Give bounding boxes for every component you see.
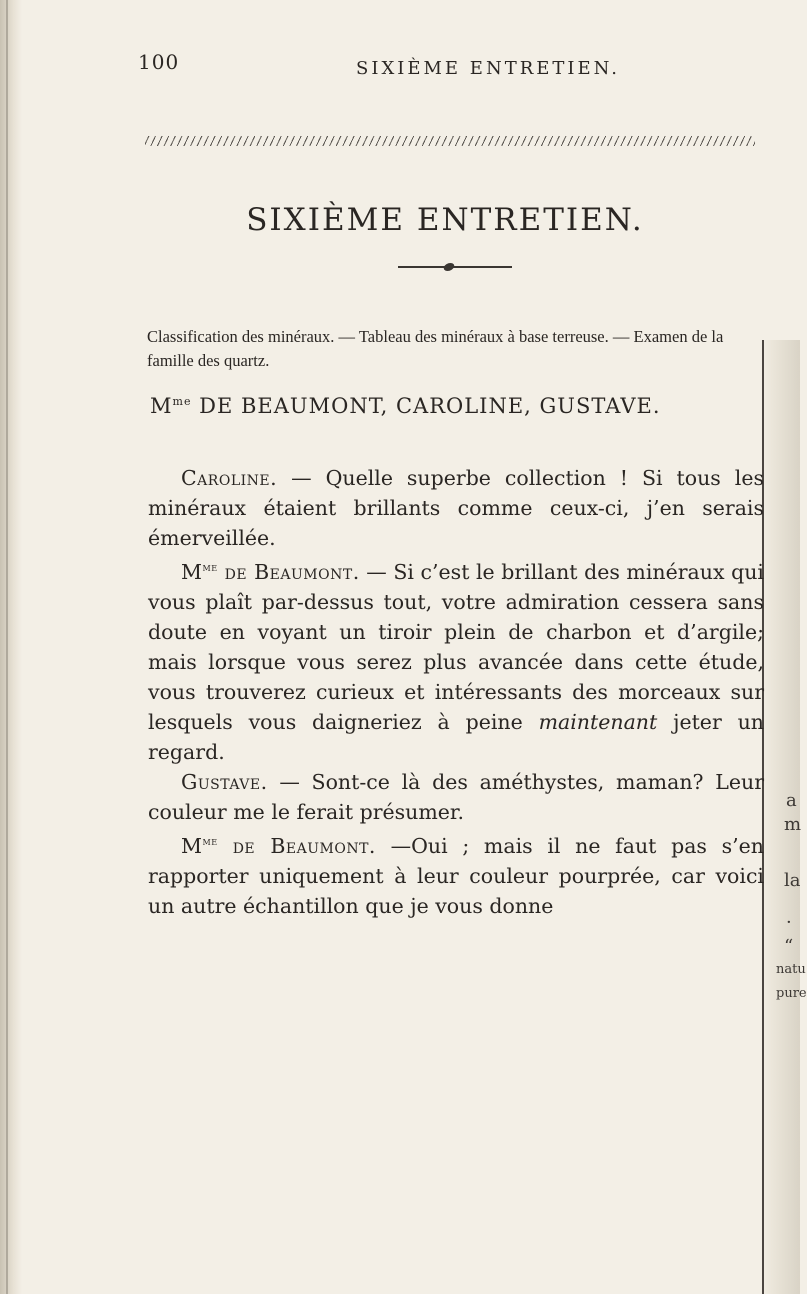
speaker-prefix: M (181, 559, 203, 584)
speaker-name (181, 834, 376, 858)
speaker-prefix-sup: me (202, 834, 218, 848)
bleed-text: natu (776, 962, 806, 977)
running-title: SIXIÈME ENTRETIEN. (356, 58, 620, 79)
title-rule-ornament (443, 263, 456, 271)
speaker-surname: de Beaumont. (217, 559, 360, 584)
speech-text: —Oui ; mais il ne faut pas s’en rapporter uniquement à leur couleur pourprée, car voici un autre échantillon que je vous donne (148, 833, 764, 918)
speech-text: jeter un regard. (148, 709, 764, 764)
interlocutor-names: DE BEAUMONT, CAROLINE, GUSTAVE. (191, 394, 661, 418)
interlocutors (150, 394, 770, 418)
bleed-text: a (786, 790, 797, 811)
dialogue-paragraph (148, 767, 764, 827)
title-rule-bar (398, 266, 512, 268)
bleed-text: “ (784, 936, 794, 957)
bleed-text: · (786, 912, 792, 933)
speaker-name: Caroline. (181, 466, 278, 490)
speech-text: — Si c’est le brillant des minéraux qui vous plaît par-dessus tout, votre admiration cessera sans doute en voyant un tiroir plein de charbon et d’argile; mais lorsque vous serez plus avancée dans cette étude, vous trouverez curieux et intéressants des morceaux sur lesquels vous daigneriez à peine (148, 559, 764, 734)
speech-text: — Quelle superbe collection ! Si tous les minéraux étaient brillants comme ceux-ci, j’en serais émerveillée. (148, 466, 764, 550)
dialogue-paragraph (148, 553, 764, 767)
interlocutor-prefix: M (150, 394, 173, 418)
page-number: 100 (138, 50, 180, 74)
speech-text: — Sont-ce là des améthystes, maman? Leur couleur me le ferait présumer. (148, 769, 764, 824)
speaker-prefix-sup: me (202, 561, 218, 574)
binding-gutter-left (0, 0, 22, 1294)
dialogue-paragraph (148, 827, 764, 921)
speaker-name: Gustave. (181, 769, 268, 794)
speaker-name (181, 560, 360, 584)
bleed-text: pure (776, 986, 807, 1001)
chapter-title: SIXIÈME ENTRETIEN. (246, 202, 644, 238)
speaker-prefix: M (181, 833, 203, 858)
interlocutor-prefix-sup: me (172, 395, 192, 408)
speaker-surname: de Beaumont. (217, 833, 376, 858)
decorative-border (145, 136, 755, 146)
bleed-text: m (784, 814, 802, 835)
dialogue (148, 463, 764, 921)
chapter-summary: Classification des minéraux. — Tableau des minéraux à base terreuse. — Examen de la famille des quartz. (147, 327, 724, 370)
dialogue-paragraph (148, 463, 764, 553)
title-rule (398, 263, 512, 271)
bleed-text: la (784, 870, 801, 891)
speech-emphasis: maintenant (538, 709, 658, 734)
